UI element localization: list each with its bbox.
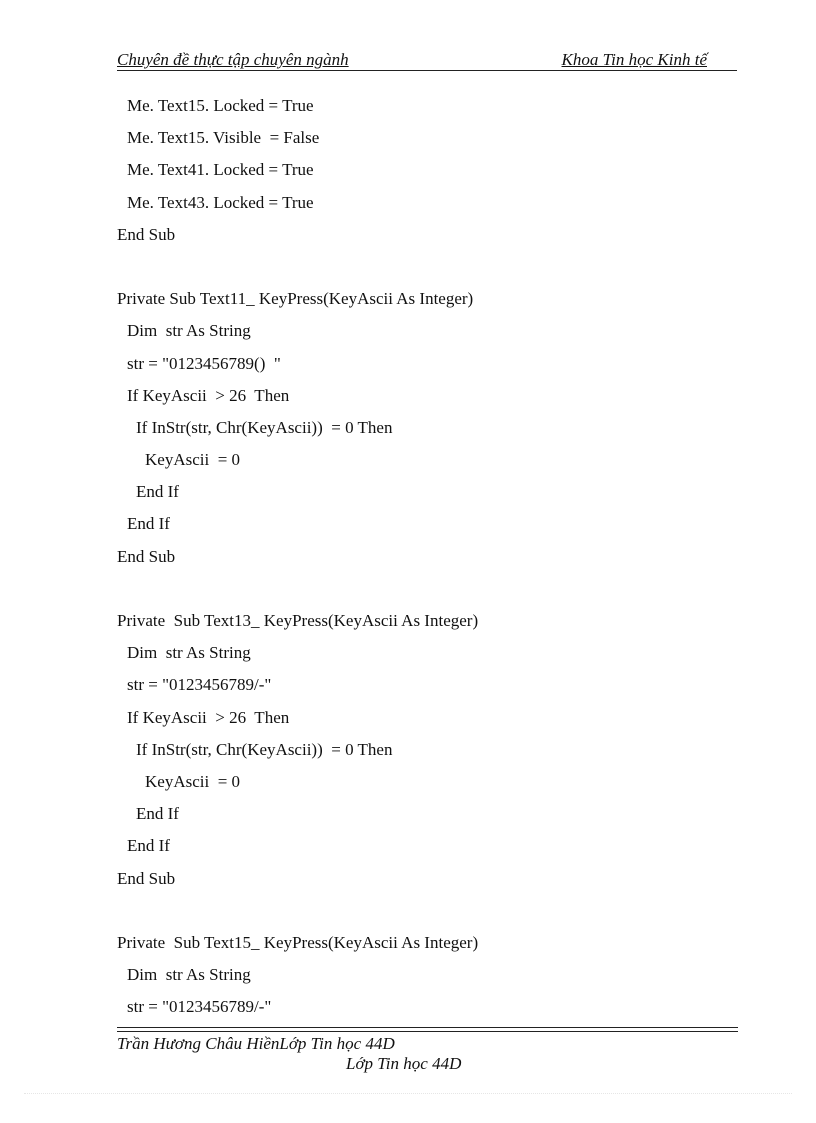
code-line: End Sub — [117, 224, 176, 244]
code-line: str = "0123456789/-" — [127, 997, 272, 1017]
code-line-blank — [117, 255, 737, 287]
code-line: Private Sub Text11_ KeyPress(KeyAscii As Integer) — [117, 289, 474, 309]
code-line: End If — [136, 804, 179, 824]
code-line: End If — [136, 482, 179, 502]
code-line: Me. Text43. Locked = True — [127, 192, 314, 212]
code-line: str = "0123456789/-" — [127, 675, 272, 695]
header-left-text: Chuyên đề thực tập chuyên ngành — [117, 50, 349, 69]
footer-divider — [117, 1027, 738, 1032]
page-bottom-edge — [24, 1093, 792, 1094]
code-line: Me. Text41. Locked = True — [127, 160, 314, 180]
code-line: End If — [127, 514, 170, 534]
header-right-text: Khoa Tin học Kinh tế — [561, 50, 707, 69]
code-line: End Sub — [117, 868, 176, 888]
code-line: End If — [127, 836, 170, 856]
code-line: Me. Text15. Locked = True — [127, 96, 314, 115]
code-line-blank — [117, 899, 737, 931]
code-line: Dim str As String — [127, 643, 251, 663]
code-line: If InStr(str, Chr(KeyAscii)) = 0 Then — [136, 739, 393, 759]
code-line-blank — [117, 577, 737, 609]
code-line: KeyAscii = 0 — [145, 771, 241, 791]
code-block — [117, 94, 737, 1027]
code-line: Me. Text15. Visible = False — [127, 128, 320, 148]
page-header — [117, 48, 737, 71]
code-line: Private Sub Text15_ KeyPress(KeyAscii As Integer) — [117, 932, 479, 952]
footer-author-text: Trần Hương Châu HiềnLớp Tin học 44D — [117, 1034, 395, 1053]
code-line: Dim str As String — [127, 321, 251, 341]
code-line: Dim str As String — [127, 965, 251, 985]
footer-class-text: Lớp Tin học 44D — [346, 1054, 462, 1073]
code-line: str = "0123456789() " — [127, 353, 281, 373]
code-line: End Sub — [117, 546, 176, 566]
code-line: Private Sub Text13_ KeyPress(KeyAscii As Integer) — [117, 611, 479, 630]
code-line: If KeyAscii > 26 Then — [127, 707, 290, 727]
code-line: If InStr(str, Chr(KeyAscii)) = 0 Then — [136, 417, 393, 437]
code-line: KeyAscii = 0 — [145, 450, 241, 470]
code-line: If KeyAscii > 26 Then — [127, 385, 290, 405]
